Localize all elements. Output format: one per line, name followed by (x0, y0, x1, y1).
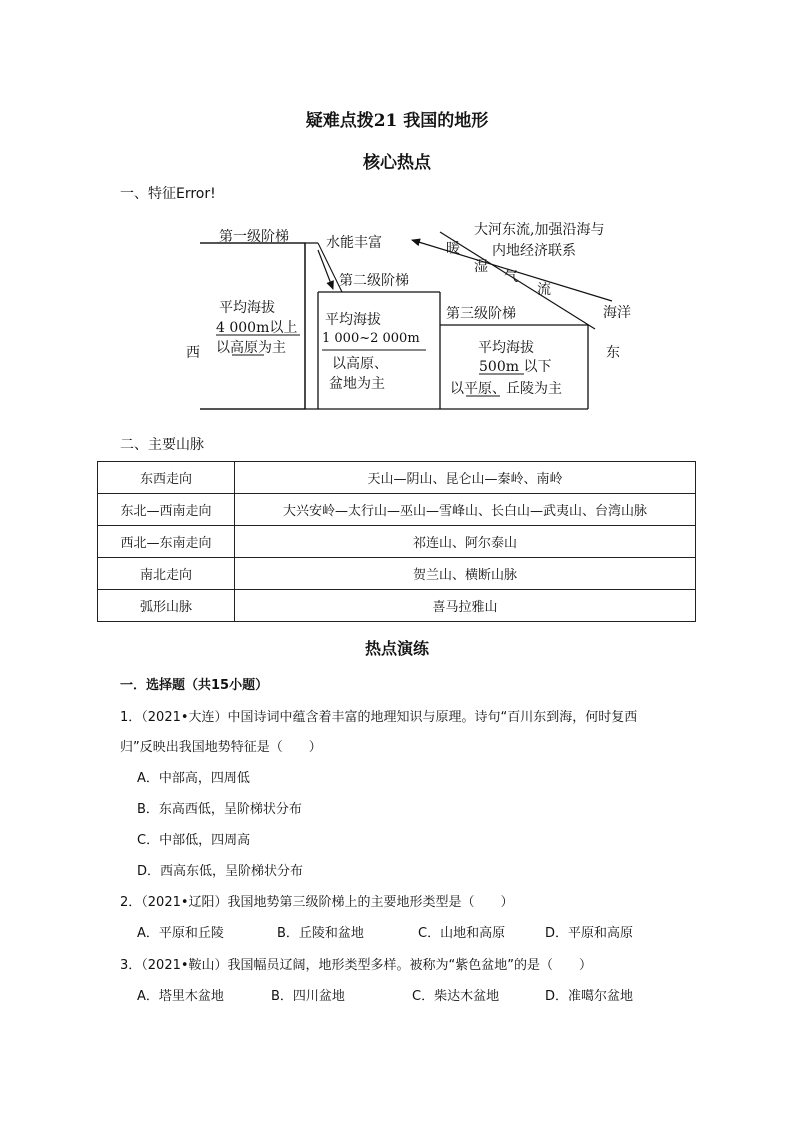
question-2-option-b[interactable]: B．丘陵和盆地 (277, 926, 364, 941)
question-3-option-b[interactable]: B．四川盆地 (271, 989, 345, 1004)
step1-desc-1: 平均海拔 (219, 300, 275, 316)
direction-cell: 东北—西南走向 (98, 494, 235, 526)
mountains-cell: 贺兰山、横断山脉 (235, 558, 696, 590)
step3-desc-2: 500m 以下 (479, 359, 552, 375)
direction-cell: 弧形山脉 (98, 590, 235, 622)
question-1-option-d[interactable]: D．西高东低，呈阶梯状分布 (137, 864, 304, 879)
question-1-option-a[interactable]: A．中部高，四周低 (137, 771, 250, 786)
label-air-1: 暖 (446, 241, 460, 257)
table-row (98, 494, 696, 526)
label-step3: 第三级阶梯 (446, 306, 516, 322)
label-air-4: 流 (537, 282, 551, 298)
step2-desc-1: 平均海拔 (325, 312, 381, 328)
table-row (98, 462, 696, 494)
direction-cell: 南北走向 (98, 558, 235, 590)
question-1-option-b[interactable]: B．东高西低，呈阶梯状分布 (137, 802, 302, 817)
label-air-2: 湿 (474, 259, 488, 275)
label-river-east-2: 内地经济联系 (492, 243, 576, 259)
question-2-option-c[interactable]: C．山地和高原 (418, 926, 506, 941)
step2-desc-2: 1 000~2 000m (322, 331, 420, 346)
question-1-stem-cont: 归”反映出我国地势特征是（ ） (120, 740, 322, 755)
label-west: 西 (186, 345, 200, 361)
question-1-option-c[interactable]: C．中部低，四周高 (137, 833, 251, 848)
label-east: 东 (606, 345, 620, 361)
table-row (98, 558, 696, 590)
direction-cell: 西北—东南走向 (98, 526, 235, 558)
mountains-cell: 大兴安岭—太行山—巫山—雪峰山、长白山—武夷山、台湾山脉 (235, 494, 696, 526)
label-hydro-rich: 水能丰富 (326, 235, 382, 251)
section-features: 一、特征Error! (120, 186, 216, 202)
question-3-option-c[interactable]: C．柴达木盆地 (412, 989, 500, 1004)
practice-heading: 热点演练 (364, 639, 429, 658)
mountains-cell: 喜马拉雅山 (235, 590, 696, 622)
question-2-stem: 2．（2021•辽阳）我国地势第三级阶梯上的主要地形类型是（ ） (120, 895, 514, 910)
question-2-option-a[interactable]: A．平原和丘陵 (137, 926, 224, 941)
multiple-choice-heading: 一．选择题（共15小题） (120, 678, 269, 693)
mountain-table (97, 461, 696, 622)
step1-desc-3: 以高原为主 (216, 340, 286, 356)
label-step1: 第一级阶梯 (219, 229, 289, 245)
mountains-cell: 祁连山、阿尔泰山 (235, 526, 696, 558)
question-3-option-a[interactable]: A．塔里木盆地 (137, 989, 224, 1004)
table-row (98, 526, 696, 558)
step1-desc-2: 4 000m以上 (216, 320, 298, 336)
direction-cell: 东西走向 (98, 462, 235, 494)
mountains-cell: 天山—阴山、昆仑山—秦岭、南岭 (235, 462, 696, 494)
section-mountains: 二、主要山脉 (120, 437, 204, 453)
table-row (98, 590, 696, 622)
question-1-stem: 1．（2021•大连）中国诗词中蕴含着丰富的地理知识与原理。诗句“百川东到海，何时复西 (120, 710, 638, 725)
question-3-option-d[interactable]: D．准噶尔盆地 (545, 989, 634, 1004)
label-ocean: 海洋 (603, 305, 631, 321)
label-river-east: 大河东流,加强沿海与 (474, 222, 605, 238)
step2-desc-4: 盆地为主 (329, 376, 385, 392)
document-title: 疑难点拨21 我国的地形 (305, 111, 489, 131)
section-heading-core: 核心热点 (363, 153, 431, 173)
label-air-3: 气 (504, 269, 518, 285)
question-3-stem: 3．（2021•鞍山）我国幅员辽阔，地形类型多样。被称为“紫色盆地”的是（ ） (120, 958, 592, 973)
step3-desc-3: 以平原、丘陵为主 (450, 381, 562, 397)
step3-desc-1: 平均海拔 (478, 340, 534, 356)
label-step2: 第二级阶梯 (339, 273, 409, 289)
step2-desc-3: 以高原、 (332, 356, 388, 372)
question-2-option-d[interactable]: D．平原和高原 (545, 926, 634, 941)
